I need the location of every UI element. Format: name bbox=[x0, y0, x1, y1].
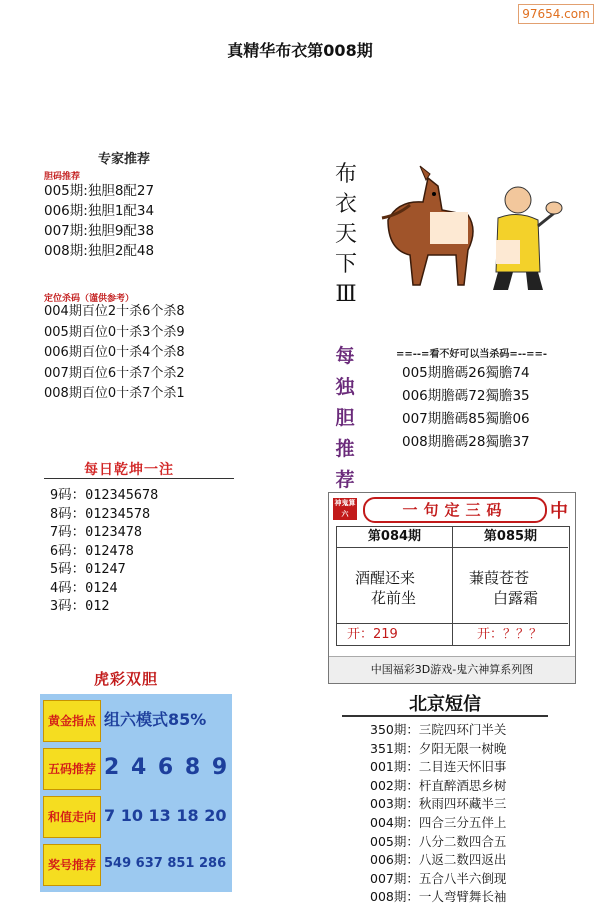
beijing-line: 351期：夕阳无限一树晚 bbox=[370, 740, 507, 756]
huc-row bbox=[40, 744, 232, 792]
dan-line: 006期:独胆1配34 bbox=[44, 203, 155, 219]
beijing-line: 002期：杆直醉酒思乡树 bbox=[370, 777, 507, 793]
kai-result: 开：219 bbox=[337, 623, 452, 645]
dan-line: 007期:独胆9配38 bbox=[44, 223, 155, 239]
kill-line: 005期百位0十杀3个杀9 bbox=[44, 324, 185, 340]
daily-line: 6码：012478 bbox=[50, 542, 134, 559]
daily-line: 5码：01247 bbox=[50, 561, 126, 577]
huc-value: 7 10 13 18 20 bbox=[104, 806, 227, 825]
site-watermark: 97654.com bbox=[518, 4, 594, 24]
lottery-col bbox=[453, 527, 568, 645]
expert-heading: 专家推荐 bbox=[98, 152, 151, 167]
beijing-divider bbox=[342, 715, 548, 717]
meidudan-banner: ==--=看不好可以当杀码=--==- bbox=[396, 349, 548, 360]
huc-heading: 虎彩双胆 bbox=[94, 670, 159, 688]
dan-list bbox=[44, 181, 154, 261]
beijing-line: 001期：二目连天怀旧事 bbox=[370, 759, 507, 775]
kill-label: 定位杀码（谨供参考） bbox=[44, 294, 135, 304]
beijing-line: 004期：四合三分五伴上 bbox=[370, 814, 507, 830]
blur-patch bbox=[496, 240, 520, 264]
poem-line: 白露霜 bbox=[493, 589, 539, 607]
huc-label: 奖号推荐 bbox=[43, 844, 101, 886]
huc-value: 组六模式85% bbox=[104, 710, 207, 729]
meidudan-vertical-title bbox=[334, 341, 356, 496]
badge-label: 神鬼算六 bbox=[334, 499, 356, 518]
lottery-col bbox=[337, 527, 453, 645]
buyi-char: 布 bbox=[334, 162, 357, 187]
kill-list bbox=[44, 302, 185, 405]
daily-divider bbox=[44, 478, 234, 479]
beijing-heading: 北京短信 bbox=[409, 694, 481, 715]
huc-label: 和值走向 bbox=[43, 796, 101, 838]
meidudan-list bbox=[402, 362, 530, 454]
lottery-banner bbox=[329, 493, 575, 525]
kill-line: 007期百位6十杀7个杀2 bbox=[44, 365, 185, 381]
huc-row bbox=[40, 792, 232, 840]
meidudan-char: 推 bbox=[335, 438, 355, 460]
lottery-footer: 中国福彩3D游戏-鬼六神算系列图 bbox=[329, 656, 575, 683]
beijing-line: 003期：秋雨四环藏半三 bbox=[370, 796, 507, 812]
meidudan-line: 007期膽碼85獨膽06 bbox=[402, 411, 530, 427]
kill-line: 004期百位2十杀6个杀8 bbox=[44, 304, 185, 319]
page-title: 真精华布衣第008期 bbox=[227, 41, 373, 60]
kill-line: 008期百位0十杀7个杀1 bbox=[44, 386, 185, 401]
buyi-char: 下 bbox=[334, 252, 357, 277]
beijing-line: 008期：一人弯臂舞长袖 bbox=[370, 889, 507, 905]
huc-row bbox=[40, 840, 232, 888]
farmer-icon bbox=[493, 187, 562, 290]
meidudan-char: 胆 bbox=[335, 407, 355, 429]
lottery-card bbox=[328, 492, 576, 684]
daily-heading: 每日乾坤一注 bbox=[84, 462, 174, 478]
huc-label: 黄金指点 bbox=[43, 700, 101, 742]
daily-line: 7码：0123478 bbox=[50, 524, 143, 540]
daily-line: 4码：0124 bbox=[50, 579, 118, 596]
huc-row bbox=[40, 696, 232, 744]
beijing-line: 350期：三院四环门半关 bbox=[370, 722, 507, 737]
huc-value: 2 4 6 8 9 bbox=[104, 755, 230, 780]
poem-line: 酒醒还来 bbox=[355, 569, 416, 587]
meidudan-char: 独 bbox=[335, 376, 355, 398]
period-header: 第085期 bbox=[453, 527, 568, 548]
huc-label: 五码推荐 bbox=[43, 748, 101, 790]
meidudan-line: 006期膽碼72獨膽35 bbox=[402, 388, 530, 404]
huc-panel bbox=[40, 694, 232, 892]
meidudan-char: 每 bbox=[335, 345, 355, 367]
kai-result: 开：？？？ bbox=[453, 623, 568, 645]
dan-line: 005期:独胆8配27 bbox=[44, 183, 155, 199]
meidudan-char: 荐 bbox=[335, 469, 355, 491]
dan-label: 胆码推荐 bbox=[44, 172, 81, 182]
beijing-line: 006期：八返二数四返出 bbox=[370, 852, 507, 868]
beijing-line: 007期：五合八半六倒现 bbox=[370, 870, 507, 886]
buyi-char: Ⅲ bbox=[335, 282, 357, 307]
blur-patch bbox=[430, 212, 468, 244]
lottery-table bbox=[336, 526, 570, 646]
daily-line: 9码：012345678 bbox=[50, 487, 159, 503]
buyi-char: 衣 bbox=[334, 192, 357, 217]
dan-line: 008期:独胆2配48 bbox=[44, 243, 155, 259]
period-header: 第084期 bbox=[337, 527, 452, 548]
beijing-line: 005期：八分二数四合五 bbox=[370, 833, 507, 849]
buyi-illustration bbox=[368, 160, 568, 300]
kill-line: 006期百位0十杀4个杀8 bbox=[44, 345, 185, 360]
meidudan-line: 008期膽碼28獨膽37 bbox=[402, 434, 530, 450]
poem-line: 蒹葭苍苍 bbox=[469, 569, 530, 587]
poem-line: 花前坐 bbox=[371, 589, 417, 607]
huc-value: 549 637 851 286 bbox=[104, 856, 227, 871]
meidudan-line: 005期膽碼26獨膽74 bbox=[402, 365, 530, 381]
daily-list bbox=[50, 486, 158, 616]
daily-line: 3码：012 bbox=[50, 598, 110, 614]
lottery-logo-icon: 中 bbox=[550, 501, 568, 522]
beijing-list bbox=[370, 721, 506, 907]
banner-title: 一句定三码 bbox=[363, 497, 547, 523]
buyi-char: 天 bbox=[334, 222, 357, 247]
buyi-vertical-title bbox=[334, 160, 358, 310]
daily-line: 8码：01234578 bbox=[50, 505, 151, 522]
